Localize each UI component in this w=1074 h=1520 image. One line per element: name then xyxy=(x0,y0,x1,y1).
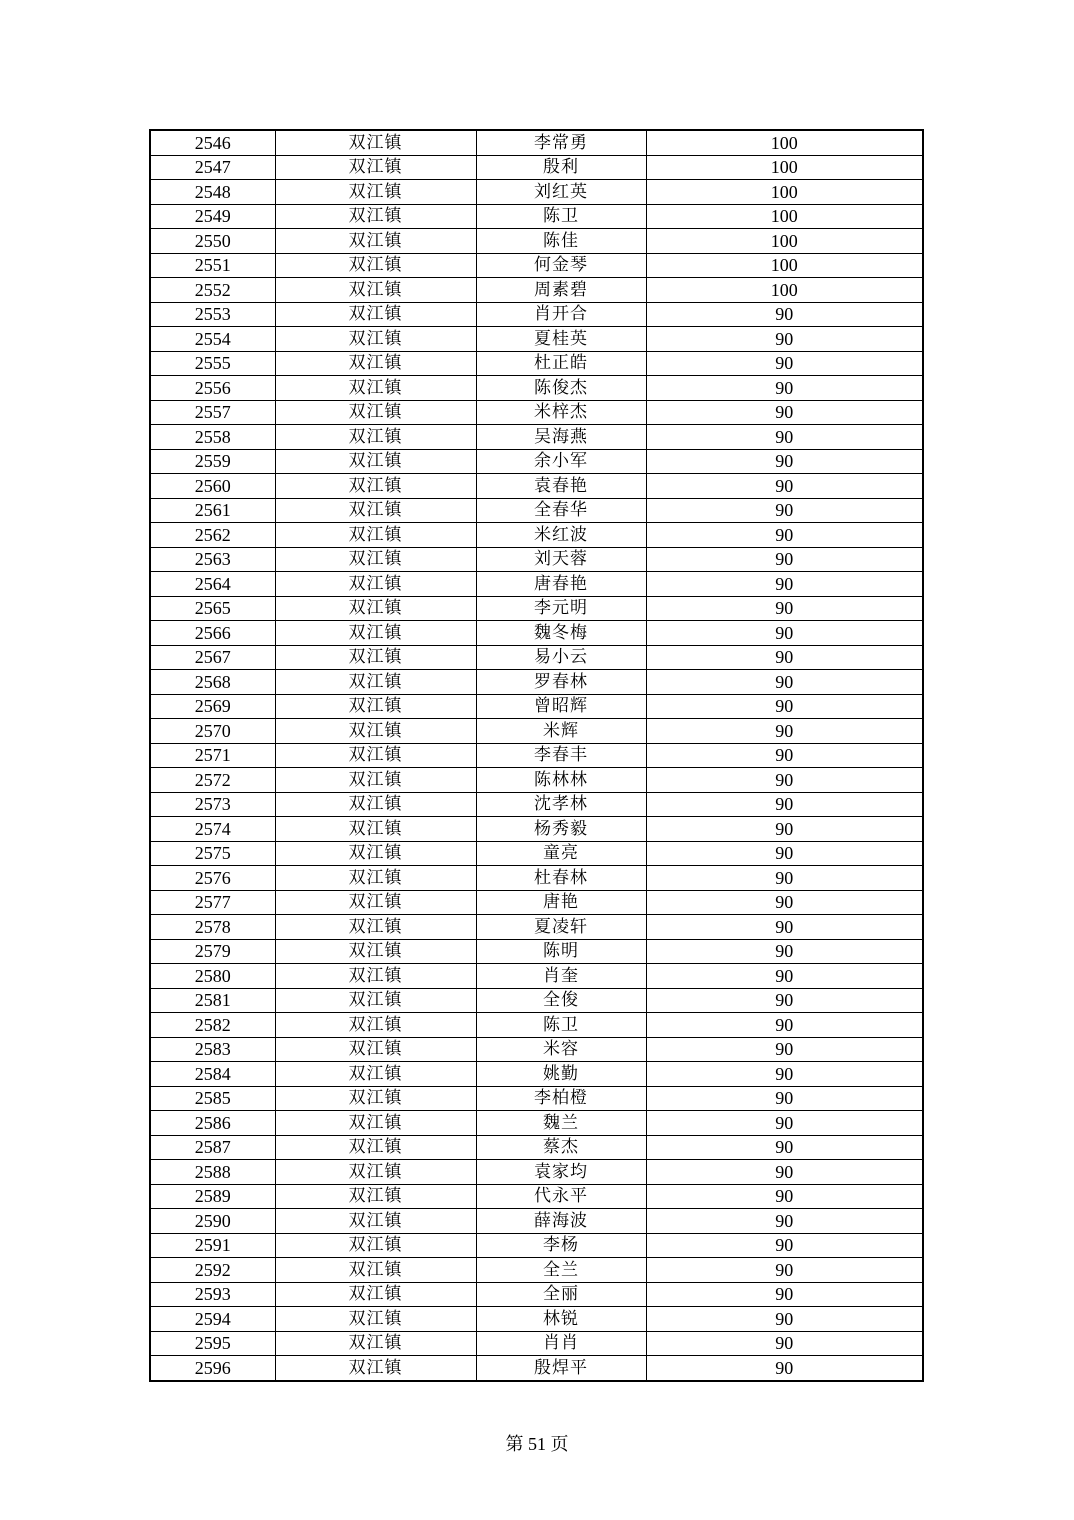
row-number-cell: 2583 xyxy=(150,1037,275,1062)
amount-cell: 90 xyxy=(646,866,923,891)
amount-cell: 90 xyxy=(646,1209,923,1234)
name-cell: 夏桂英 xyxy=(476,327,646,352)
table-body xyxy=(150,130,923,1381)
town-cell: 双江镇 xyxy=(275,890,476,915)
town-cell: 双江镇 xyxy=(275,1111,476,1136)
amount-cell: 90 xyxy=(646,1233,923,1258)
town-cell: 双江镇 xyxy=(275,1331,476,1356)
town-cell: 双江镇 xyxy=(275,351,476,376)
name-cell: 全春华 xyxy=(476,498,646,523)
town-cell: 双江镇 xyxy=(275,1233,476,1258)
amount-cell: 100 xyxy=(646,229,923,254)
row-number-cell: 2558 xyxy=(150,425,275,450)
table-row xyxy=(150,792,923,817)
table-row xyxy=(150,1307,923,1332)
town-cell: 双江镇 xyxy=(275,1282,476,1307)
row-number-cell: 2557 xyxy=(150,400,275,425)
table-row xyxy=(150,768,923,793)
row-number-cell: 2576 xyxy=(150,866,275,891)
town-cell: 双江镇 xyxy=(275,939,476,964)
name-cell: 全俊 xyxy=(476,988,646,1013)
town-cell: 双江镇 xyxy=(275,155,476,180)
name-cell: 唐艳 xyxy=(476,890,646,915)
row-number-cell: 2562 xyxy=(150,523,275,548)
amount-cell: 90 xyxy=(646,694,923,719)
name-cell: 蔡杰 xyxy=(476,1135,646,1160)
table-row xyxy=(150,964,923,989)
row-number-cell: 2577 xyxy=(150,890,275,915)
name-cell: 陈卫 xyxy=(476,204,646,229)
amount-cell: 100 xyxy=(646,180,923,205)
table-row xyxy=(150,1258,923,1283)
town-cell: 双江镇 xyxy=(275,572,476,597)
row-number-cell: 2591 xyxy=(150,1233,275,1258)
row-number-cell: 2575 xyxy=(150,841,275,866)
row-number-cell: 2563 xyxy=(150,547,275,572)
name-cell: 何金琴 xyxy=(476,253,646,278)
name-cell: 余小军 xyxy=(476,449,646,474)
row-number-cell: 2546 xyxy=(150,130,275,155)
town-cell: 双江镇 xyxy=(275,474,476,499)
amount-cell: 90 xyxy=(646,1356,923,1381)
row-number-cell: 2596 xyxy=(150,1356,275,1381)
town-cell: 双江镇 xyxy=(275,792,476,817)
amount-cell: 90 xyxy=(646,449,923,474)
amount-cell: 90 xyxy=(646,547,923,572)
table-row xyxy=(150,498,923,523)
row-number-cell: 2547 xyxy=(150,155,275,180)
amount-cell: 90 xyxy=(646,841,923,866)
row-number-cell: 2573 xyxy=(150,792,275,817)
table-row xyxy=(150,670,923,695)
row-number-cell: 2594 xyxy=(150,1307,275,1332)
name-cell: 夏凌轩 xyxy=(476,915,646,940)
town-cell: 双江镇 xyxy=(275,743,476,768)
table-row xyxy=(150,1111,923,1136)
table-row xyxy=(150,988,923,1013)
town-cell: 双江镇 xyxy=(275,1037,476,1062)
name-cell: 唐春艳 xyxy=(476,572,646,597)
table-row xyxy=(150,327,923,352)
town-cell: 双江镇 xyxy=(275,204,476,229)
town-cell: 双江镇 xyxy=(275,841,476,866)
name-cell: 米梓杰 xyxy=(476,400,646,425)
name-cell: 李杨 xyxy=(476,1233,646,1258)
table-row xyxy=(150,1135,923,1160)
table-row xyxy=(150,155,923,180)
table-row xyxy=(150,302,923,327)
table-row xyxy=(150,229,923,254)
table-row xyxy=(150,890,923,915)
row-number-cell: 2552 xyxy=(150,278,275,303)
amount-cell: 90 xyxy=(646,719,923,744)
name-cell: 米辉 xyxy=(476,719,646,744)
row-number-cell: 2569 xyxy=(150,694,275,719)
row-number-cell: 2551 xyxy=(150,253,275,278)
amount-cell: 90 xyxy=(646,988,923,1013)
row-number-cell: 2589 xyxy=(150,1184,275,1209)
row-number-cell: 2560 xyxy=(150,474,275,499)
row-number-cell: 2561 xyxy=(150,498,275,523)
amount-cell: 100 xyxy=(646,204,923,229)
table-row xyxy=(150,1086,923,1111)
amount-cell: 90 xyxy=(646,743,923,768)
row-number-cell: 2553 xyxy=(150,302,275,327)
row-number-cell: 2592 xyxy=(150,1258,275,1283)
town-cell: 双江镇 xyxy=(275,449,476,474)
table-row xyxy=(150,1282,923,1307)
row-number-cell: 2585 xyxy=(150,1086,275,1111)
amount-cell: 90 xyxy=(646,523,923,548)
table-row xyxy=(150,1062,923,1087)
town-cell: 双江镇 xyxy=(275,327,476,352)
amount-cell: 90 xyxy=(646,400,923,425)
name-cell: 易小云 xyxy=(476,645,646,670)
row-number-cell: 2584 xyxy=(150,1062,275,1087)
row-number-cell: 2565 xyxy=(150,596,275,621)
amount-cell: 90 xyxy=(646,351,923,376)
name-cell: 袁春艳 xyxy=(476,474,646,499)
table-row xyxy=(150,939,923,964)
amount-cell: 90 xyxy=(646,572,923,597)
amount-cell: 90 xyxy=(646,792,923,817)
name-cell: 肖奎 xyxy=(476,964,646,989)
name-cell: 肖肖 xyxy=(476,1331,646,1356)
amount-cell: 90 xyxy=(646,302,923,327)
table-row xyxy=(150,1013,923,1038)
table-row xyxy=(150,1184,923,1209)
town-cell: 双江镇 xyxy=(275,1184,476,1209)
amount-cell: 90 xyxy=(646,964,923,989)
name-cell: 全兰 xyxy=(476,1258,646,1283)
town-cell: 双江镇 xyxy=(275,400,476,425)
row-number-cell: 2570 xyxy=(150,719,275,744)
name-cell: 陈俊杰 xyxy=(476,376,646,401)
row-number-cell: 2581 xyxy=(150,988,275,1013)
table-row xyxy=(150,915,923,940)
town-cell: 双江镇 xyxy=(275,278,476,303)
name-cell: 魏兰 xyxy=(476,1111,646,1136)
table-row xyxy=(150,1037,923,1062)
name-cell: 沈孝林 xyxy=(476,792,646,817)
table-row xyxy=(150,841,923,866)
town-cell: 双江镇 xyxy=(275,719,476,744)
town-cell: 双江镇 xyxy=(275,964,476,989)
row-number-cell: 2566 xyxy=(150,621,275,646)
amount-cell: 100 xyxy=(646,253,923,278)
row-number-cell: 2595 xyxy=(150,1331,275,1356)
row-number-cell: 2587 xyxy=(150,1135,275,1160)
town-cell: 双江镇 xyxy=(275,1013,476,1038)
name-cell: 童亮 xyxy=(476,841,646,866)
amount-cell: 90 xyxy=(646,1258,923,1283)
row-number-cell: 2574 xyxy=(150,817,275,842)
town-cell: 双江镇 xyxy=(275,866,476,891)
amount-cell: 90 xyxy=(646,1135,923,1160)
town-cell: 双江镇 xyxy=(275,621,476,646)
town-cell: 双江镇 xyxy=(275,376,476,401)
table-row xyxy=(150,278,923,303)
name-cell: 陈林林 xyxy=(476,768,646,793)
name-cell: 杜正皓 xyxy=(476,351,646,376)
town-cell: 双江镇 xyxy=(275,1160,476,1185)
amount-cell: 90 xyxy=(646,1013,923,1038)
amount-cell: 90 xyxy=(646,498,923,523)
table-row xyxy=(150,547,923,572)
table-row xyxy=(150,376,923,401)
town-cell: 双江镇 xyxy=(275,425,476,450)
amount-cell: 90 xyxy=(646,1160,923,1185)
name-cell: 陈明 xyxy=(476,939,646,964)
name-cell: 袁家均 xyxy=(476,1160,646,1185)
row-number-cell: 2593 xyxy=(150,1282,275,1307)
table-row xyxy=(150,425,923,450)
town-cell: 双江镇 xyxy=(275,645,476,670)
table-row xyxy=(150,866,923,891)
amount-cell: 90 xyxy=(646,1307,923,1332)
row-number-cell: 2564 xyxy=(150,572,275,597)
amount-cell: 90 xyxy=(646,817,923,842)
town-cell: 双江镇 xyxy=(275,302,476,327)
table-row xyxy=(150,621,923,646)
amount-cell: 90 xyxy=(646,1184,923,1209)
name-cell: 林锐 xyxy=(476,1307,646,1332)
town-cell: 双江镇 xyxy=(275,547,476,572)
amount-cell: 90 xyxy=(646,1037,923,1062)
amount-cell: 90 xyxy=(646,890,923,915)
row-number-cell: 2550 xyxy=(150,229,275,254)
table-row xyxy=(150,523,923,548)
table-row xyxy=(150,1356,923,1381)
town-cell: 双江镇 xyxy=(275,915,476,940)
table-row xyxy=(150,1331,923,1356)
amount-cell: 100 xyxy=(646,130,923,155)
row-number-cell: 2588 xyxy=(150,1160,275,1185)
name-cell: 刘红英 xyxy=(476,180,646,205)
town-cell: 双江镇 xyxy=(275,817,476,842)
town-cell: 双江镇 xyxy=(275,130,476,155)
table-row xyxy=(150,130,923,155)
row-number-cell: 2555 xyxy=(150,351,275,376)
table-row xyxy=(150,817,923,842)
name-cell: 魏冬梅 xyxy=(476,621,646,646)
town-cell: 双江镇 xyxy=(275,229,476,254)
amount-cell: 100 xyxy=(646,155,923,180)
name-cell: 肖开合 xyxy=(476,302,646,327)
name-cell: 吴海燕 xyxy=(476,425,646,450)
table-row xyxy=(150,474,923,499)
table-row xyxy=(150,596,923,621)
amount-cell: 90 xyxy=(646,939,923,964)
name-cell: 殷利 xyxy=(476,155,646,180)
amount-cell: 90 xyxy=(646,670,923,695)
table-row xyxy=(150,694,923,719)
name-cell: 曾昭辉 xyxy=(476,694,646,719)
town-cell: 双江镇 xyxy=(275,1062,476,1087)
table-row xyxy=(150,400,923,425)
amount-cell: 100 xyxy=(646,278,923,303)
town-cell: 双江镇 xyxy=(275,768,476,793)
amount-cell: 90 xyxy=(646,1062,923,1087)
name-cell: 姚勤 xyxy=(476,1062,646,1087)
town-cell: 双江镇 xyxy=(275,1135,476,1160)
data-table xyxy=(149,129,924,1382)
table-row xyxy=(150,1160,923,1185)
name-cell: 陈卫 xyxy=(476,1013,646,1038)
name-cell: 李常勇 xyxy=(476,130,646,155)
row-number-cell: 2572 xyxy=(150,768,275,793)
name-cell: 薛海波 xyxy=(476,1209,646,1234)
row-number-cell: 2571 xyxy=(150,743,275,768)
name-cell: 罗春林 xyxy=(476,670,646,695)
table-row xyxy=(150,743,923,768)
table-row xyxy=(150,572,923,597)
amount-cell: 90 xyxy=(646,645,923,670)
name-cell: 陈佳 xyxy=(476,229,646,254)
town-cell: 双江镇 xyxy=(275,694,476,719)
name-cell: 李元明 xyxy=(476,596,646,621)
name-cell: 米容 xyxy=(476,1037,646,1062)
town-cell: 双江镇 xyxy=(275,670,476,695)
name-cell: 米红波 xyxy=(476,523,646,548)
row-number-cell: 2578 xyxy=(150,915,275,940)
town-cell: 双江镇 xyxy=(275,253,476,278)
town-cell: 双江镇 xyxy=(275,1356,476,1381)
page-number: 第 51 页 xyxy=(505,1434,569,1454)
row-number-cell: 2582 xyxy=(150,1013,275,1038)
table-row xyxy=(150,1209,923,1234)
row-number-cell: 2568 xyxy=(150,670,275,695)
name-cell: 全丽 xyxy=(476,1282,646,1307)
row-number-cell: 2554 xyxy=(150,327,275,352)
amount-cell: 90 xyxy=(646,1086,923,1111)
amount-cell: 90 xyxy=(646,768,923,793)
name-cell: 殷焊平 xyxy=(476,1356,646,1381)
name-cell: 刘天蓉 xyxy=(476,547,646,572)
name-cell: 杨秀毅 xyxy=(476,817,646,842)
table-row xyxy=(150,351,923,376)
town-cell: 双江镇 xyxy=(275,988,476,1013)
row-number-cell: 2590 xyxy=(150,1209,275,1234)
amount-cell: 90 xyxy=(646,425,923,450)
town-cell: 双江镇 xyxy=(275,1209,476,1234)
row-number-cell: 2579 xyxy=(150,939,275,964)
table-row xyxy=(150,180,923,205)
town-cell: 双江镇 xyxy=(275,523,476,548)
row-number-cell: 2580 xyxy=(150,964,275,989)
town-cell: 双江镇 xyxy=(275,1307,476,1332)
name-cell: 代永平 xyxy=(476,1184,646,1209)
amount-cell: 90 xyxy=(646,1282,923,1307)
table-row xyxy=(150,449,923,474)
table-row xyxy=(150,204,923,229)
amount-cell: 90 xyxy=(646,1331,923,1356)
amount-cell: 90 xyxy=(646,596,923,621)
name-cell: 李柏橙 xyxy=(476,1086,646,1111)
amount-cell: 90 xyxy=(646,327,923,352)
amount-cell: 90 xyxy=(646,376,923,401)
town-cell: 双江镇 xyxy=(275,498,476,523)
town-cell: 双江镇 xyxy=(275,596,476,621)
row-number-cell: 2549 xyxy=(150,204,275,229)
amount-cell: 90 xyxy=(646,915,923,940)
row-number-cell: 2567 xyxy=(150,645,275,670)
amount-cell: 90 xyxy=(646,474,923,499)
row-number-cell: 2548 xyxy=(150,180,275,205)
town-cell: 双江镇 xyxy=(275,1086,476,1111)
table-row xyxy=(150,1233,923,1258)
table-row xyxy=(150,645,923,670)
table-row xyxy=(150,253,923,278)
row-number-cell: 2556 xyxy=(150,376,275,401)
amount-cell: 90 xyxy=(646,621,923,646)
table-row xyxy=(150,719,923,744)
town-cell: 双江镇 xyxy=(275,180,476,205)
name-cell: 李春丰 xyxy=(476,743,646,768)
name-cell: 周素碧 xyxy=(476,278,646,303)
row-number-cell: 2586 xyxy=(150,1111,275,1136)
amount-cell: 90 xyxy=(646,1111,923,1136)
row-number-cell: 2559 xyxy=(150,449,275,474)
town-cell: 双江镇 xyxy=(275,1258,476,1283)
name-cell: 杜春林 xyxy=(476,866,646,891)
